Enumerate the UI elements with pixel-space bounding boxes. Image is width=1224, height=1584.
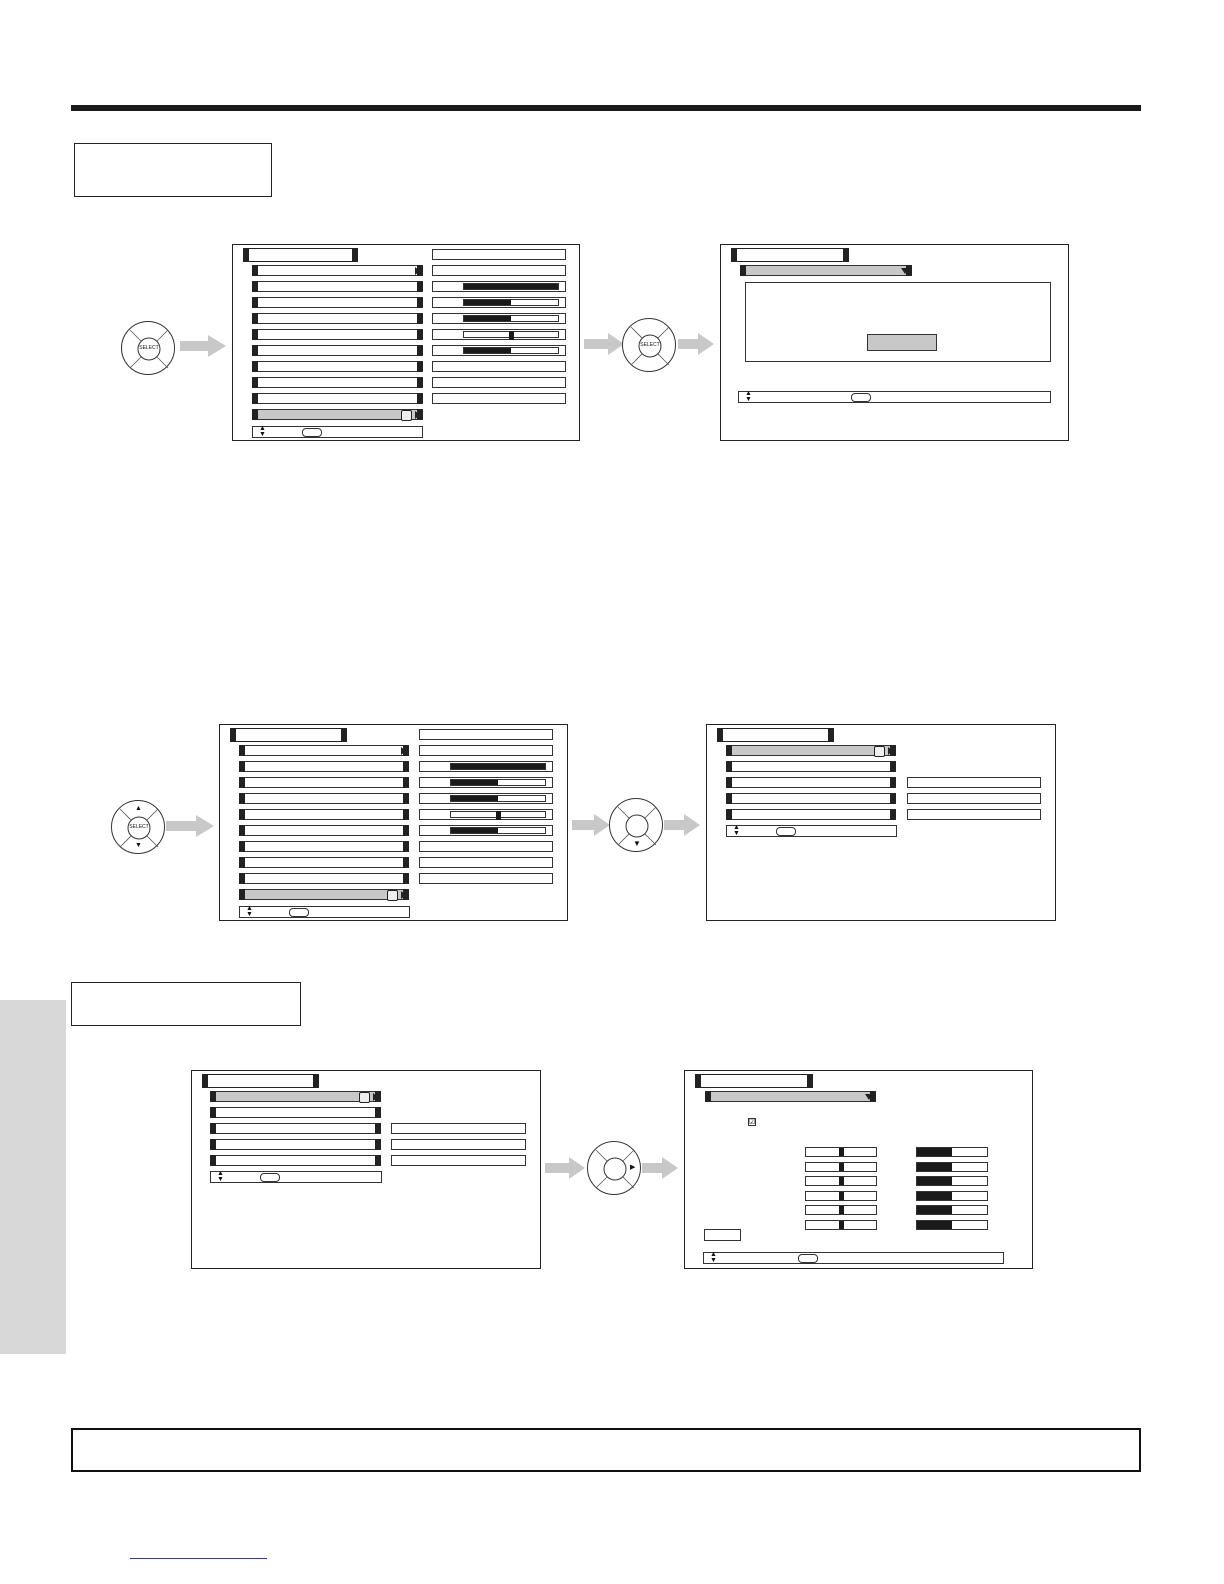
header-rule (71, 105, 1141, 111)
arrow-right-icon (415, 267, 420, 275)
flow-arrow-icon (180, 335, 226, 357)
confirm-dialog (745, 282, 1051, 362)
level-bar-1[interactable] (432, 281, 566, 292)
button-pill-icon (260, 1173, 280, 1182)
value-field-c (907, 809, 1041, 820)
menu-item-10-selected[interactable] (252, 409, 423, 420)
up-down-arrows-icon: ▲ ▼ (259, 425, 266, 438)
menu-item-8[interactable] (252, 377, 423, 388)
value-field-a (907, 777, 1041, 788)
menu-screen-e (191, 1070, 541, 1269)
arrow-right-icon (373, 1093, 378, 1101)
up-down-arrows-icon: ▲ ▼ (246, 905, 253, 918)
submenu-item-5[interactable] (210, 1155, 381, 1166)
level-meter-3[interactable] (916, 1176, 988, 1186)
level-meter-1[interactable] (916, 1147, 988, 1157)
value-field-8 (419, 857, 553, 868)
value-field-c (391, 1155, 526, 1166)
arrow-down-icon: ▼ (633, 839, 641, 848)
level-bar-1[interactable] (419, 761, 553, 772)
level-bar-3[interactable] (432, 313, 566, 324)
value-field-9 (419, 873, 553, 884)
chevron-down-icon (865, 1094, 873, 1100)
submenu-item-2[interactable] (210, 1107, 381, 1118)
slider-thumb[interactable] (839, 1148, 844, 1156)
submenu-item-1-selected[interactable] (210, 1091, 381, 1102)
menu-item-1[interactable] (252, 265, 423, 276)
menu-item-5[interactable] (239, 809, 409, 820)
level-bar-3[interactable] (419, 793, 553, 804)
menu-item-7[interactable] (252, 361, 423, 372)
up-down-arrows-icon: ▲ ▼ (745, 390, 752, 403)
select-label: SELECT (640, 342, 660, 348)
level-fill (917, 1206, 952, 1214)
menu-title-tab (230, 728, 347, 742)
nav-hint-bar (726, 825, 897, 837)
level-fill-5 (464, 348, 511, 353)
menu-screen-b (720, 244, 1069, 441)
flow-arrow-icon (166, 815, 214, 837)
submenu-item-1-selected[interactable] (726, 745, 896, 756)
footer-link-line (130, 1558, 267, 1559)
menu-title-tab (717, 728, 834, 742)
submenu-item-5[interactable] (726, 809, 896, 820)
menu-item-6[interactable] (252, 345, 423, 356)
arrow-down-icon: ▼ (135, 842, 142, 849)
center-slider-c[interactable] (419, 809, 553, 820)
level-fill-1 (451, 764, 545, 769)
ok-button[interactable] (867, 334, 937, 351)
side-tab (0, 1000, 66, 1354)
balance-slider-2[interactable] (805, 1162, 877, 1172)
menu-title-tab (202, 1074, 319, 1088)
remote-select-pad-1[interactable] (121, 321, 175, 375)
level-bar-5[interactable] (432, 345, 566, 356)
up-down-arrows-icon: ▲ ▼ (733, 824, 740, 837)
level-fill-1 (464, 284, 558, 289)
footer-note-box (71, 1428, 1141, 1472)
level-fill-3 (464, 316, 511, 321)
value-field-7 (432, 361, 566, 372)
menu-item-5[interactable] (252, 329, 423, 340)
menu-item-10-selected[interactable] (239, 889, 409, 900)
select-label: SELECT (129, 824, 149, 830)
flow-arrow-icon (678, 333, 714, 355)
checkbox[interactable]: ☑ (749, 1119, 756, 1126)
flow-arrow-icon (664, 814, 700, 836)
level-fill (917, 1148, 952, 1156)
submenu-item-4[interactable] (726, 793, 896, 804)
balance-slider-6[interactable] (805, 1220, 877, 1230)
up-down-arrows-icon: ▲ ▼ (710, 1251, 717, 1264)
submenu-item-2[interactable] (726, 761, 896, 772)
menu-item-2[interactable] (239, 761, 409, 772)
slider-thumb[interactable] (839, 1163, 844, 1171)
level-fill-5 (451, 828, 498, 833)
remote-down-pad[interactable] (609, 798, 663, 852)
level-bar-2[interactable] (432, 297, 566, 308)
nav-hint-bar (252, 426, 423, 438)
level-bar-2[interactable] (419, 777, 553, 788)
menu-screen-c (219, 724, 568, 921)
flow-arrow-icon (545, 1157, 585, 1179)
small-action-button[interactable] (704, 1229, 741, 1241)
level-meter-4[interactable] (916, 1191, 988, 1201)
menu-item-8[interactable] (239, 857, 409, 868)
menu-item-3[interactable] (239, 777, 409, 788)
balance-slider-1[interactable] (805, 1147, 877, 1157)
chevron-down-icon (901, 268, 909, 274)
slider-thumb[interactable] (839, 1206, 844, 1214)
value-field-0 (432, 249, 566, 260)
menu-screen-a (232, 244, 580, 441)
menu-item-9[interactable] (239, 873, 409, 884)
menu-title-tab (695, 1074, 813, 1088)
nav-hint-bar (703, 1252, 1004, 1264)
flow-arrow-icon (584, 333, 624, 355)
button-pill-icon (851, 393, 871, 402)
balance-slider-5[interactable] (805, 1205, 877, 1215)
slider-thumb (509, 331, 514, 340)
menu-item-6[interactable] (239, 825, 409, 836)
up-down-icon (401, 410, 412, 421)
submenu-item-4[interactable] (210, 1139, 381, 1150)
section-label-box-2 (71, 982, 301, 1026)
slider-thumb[interactable] (839, 1221, 844, 1229)
menu-item-4[interactable] (239, 793, 409, 804)
section-label-box-1 (74, 143, 272, 197)
nav-hint-bar (738, 391, 1051, 403)
remote-select-pad-3[interactable] (111, 800, 165, 854)
level-fill-2 (451, 780, 498, 785)
value-field-0 (419, 729, 553, 740)
slider-thumb[interactable] (839, 1192, 844, 1200)
level-meter-5[interactable] (916, 1205, 988, 1215)
slider-thumb[interactable] (839, 1177, 844, 1185)
button-pill-icon (302, 428, 322, 437)
dropdown-selected[interactable] (740, 265, 912, 276)
up-down-arrows-icon: ▲ ▼ (217, 1170, 224, 1183)
nav-hint-bar (239, 906, 410, 918)
menu-title-tab (243, 248, 358, 262)
up-down-icon (387, 890, 398, 901)
level-meter-6[interactable] (916, 1220, 988, 1230)
value-field-9 (432, 393, 566, 404)
value-field-1 (419, 745, 553, 756)
arrow-right-icon (415, 411, 420, 419)
menu-screen-d (706, 724, 1056, 921)
menu-screen-f (684, 1070, 1033, 1269)
remote-select-pad-2[interactable] (622, 318, 676, 372)
flow-arrow-icon (642, 1157, 678, 1179)
value-field-8 (432, 377, 566, 388)
arrow-right-icon (888, 747, 893, 755)
slider-thumb (496, 811, 501, 820)
arrow-right-icon (401, 891, 406, 899)
value-field-a (391, 1123, 526, 1134)
nav-hint-bar (210, 1171, 382, 1183)
dropdown-selected[interactable] (705, 1091, 876, 1102)
remote-right-pad[interactable] (587, 1141, 641, 1195)
submenu-item-3[interactable] (210, 1123, 381, 1134)
up-down-icon (874, 746, 885, 757)
value-field-b (391, 1139, 526, 1150)
menu-item-4[interactable] (252, 313, 423, 324)
level-fill (917, 1192, 952, 1200)
level-meter-2[interactable] (916, 1162, 988, 1172)
menu-item-9[interactable] (252, 393, 423, 404)
level-bar-5[interactable] (419, 825, 553, 836)
center-slider-a[interactable] (432, 329, 566, 340)
arrow-right-icon (401, 747, 406, 755)
menu-item-1[interactable] (239, 745, 409, 756)
up-down-icon (359, 1092, 370, 1103)
value-field-1 (432, 265, 566, 276)
button-pill-icon (776, 827, 796, 836)
level-fill-3 (451, 796, 498, 801)
value-field-b (907, 793, 1041, 804)
button-pill-icon (798, 1254, 818, 1263)
select-label: SELECT (139, 345, 159, 351)
level-fill (917, 1177, 952, 1185)
balance-slider-3[interactable] (805, 1176, 877, 1186)
value-field-7 (419, 841, 553, 852)
menu-item-2[interactable] (252, 281, 423, 292)
flow-arrow-icon (572, 814, 610, 836)
level-fill (917, 1163, 952, 1171)
button-pill-icon (289, 908, 309, 917)
submenu-item-3[interactable] (726, 777, 896, 788)
menu-item-7[interactable] (239, 841, 409, 852)
arrow-right-icon: ▶ (630, 1164, 636, 1171)
level-fill (917, 1221, 952, 1229)
level-fill-2 (464, 300, 511, 305)
balance-slider-4[interactable] (805, 1191, 877, 1201)
menu-title-tab (731, 248, 849, 262)
arrow-up-icon: ▲ (135, 805, 142, 812)
menu-item-3[interactable] (252, 297, 423, 308)
